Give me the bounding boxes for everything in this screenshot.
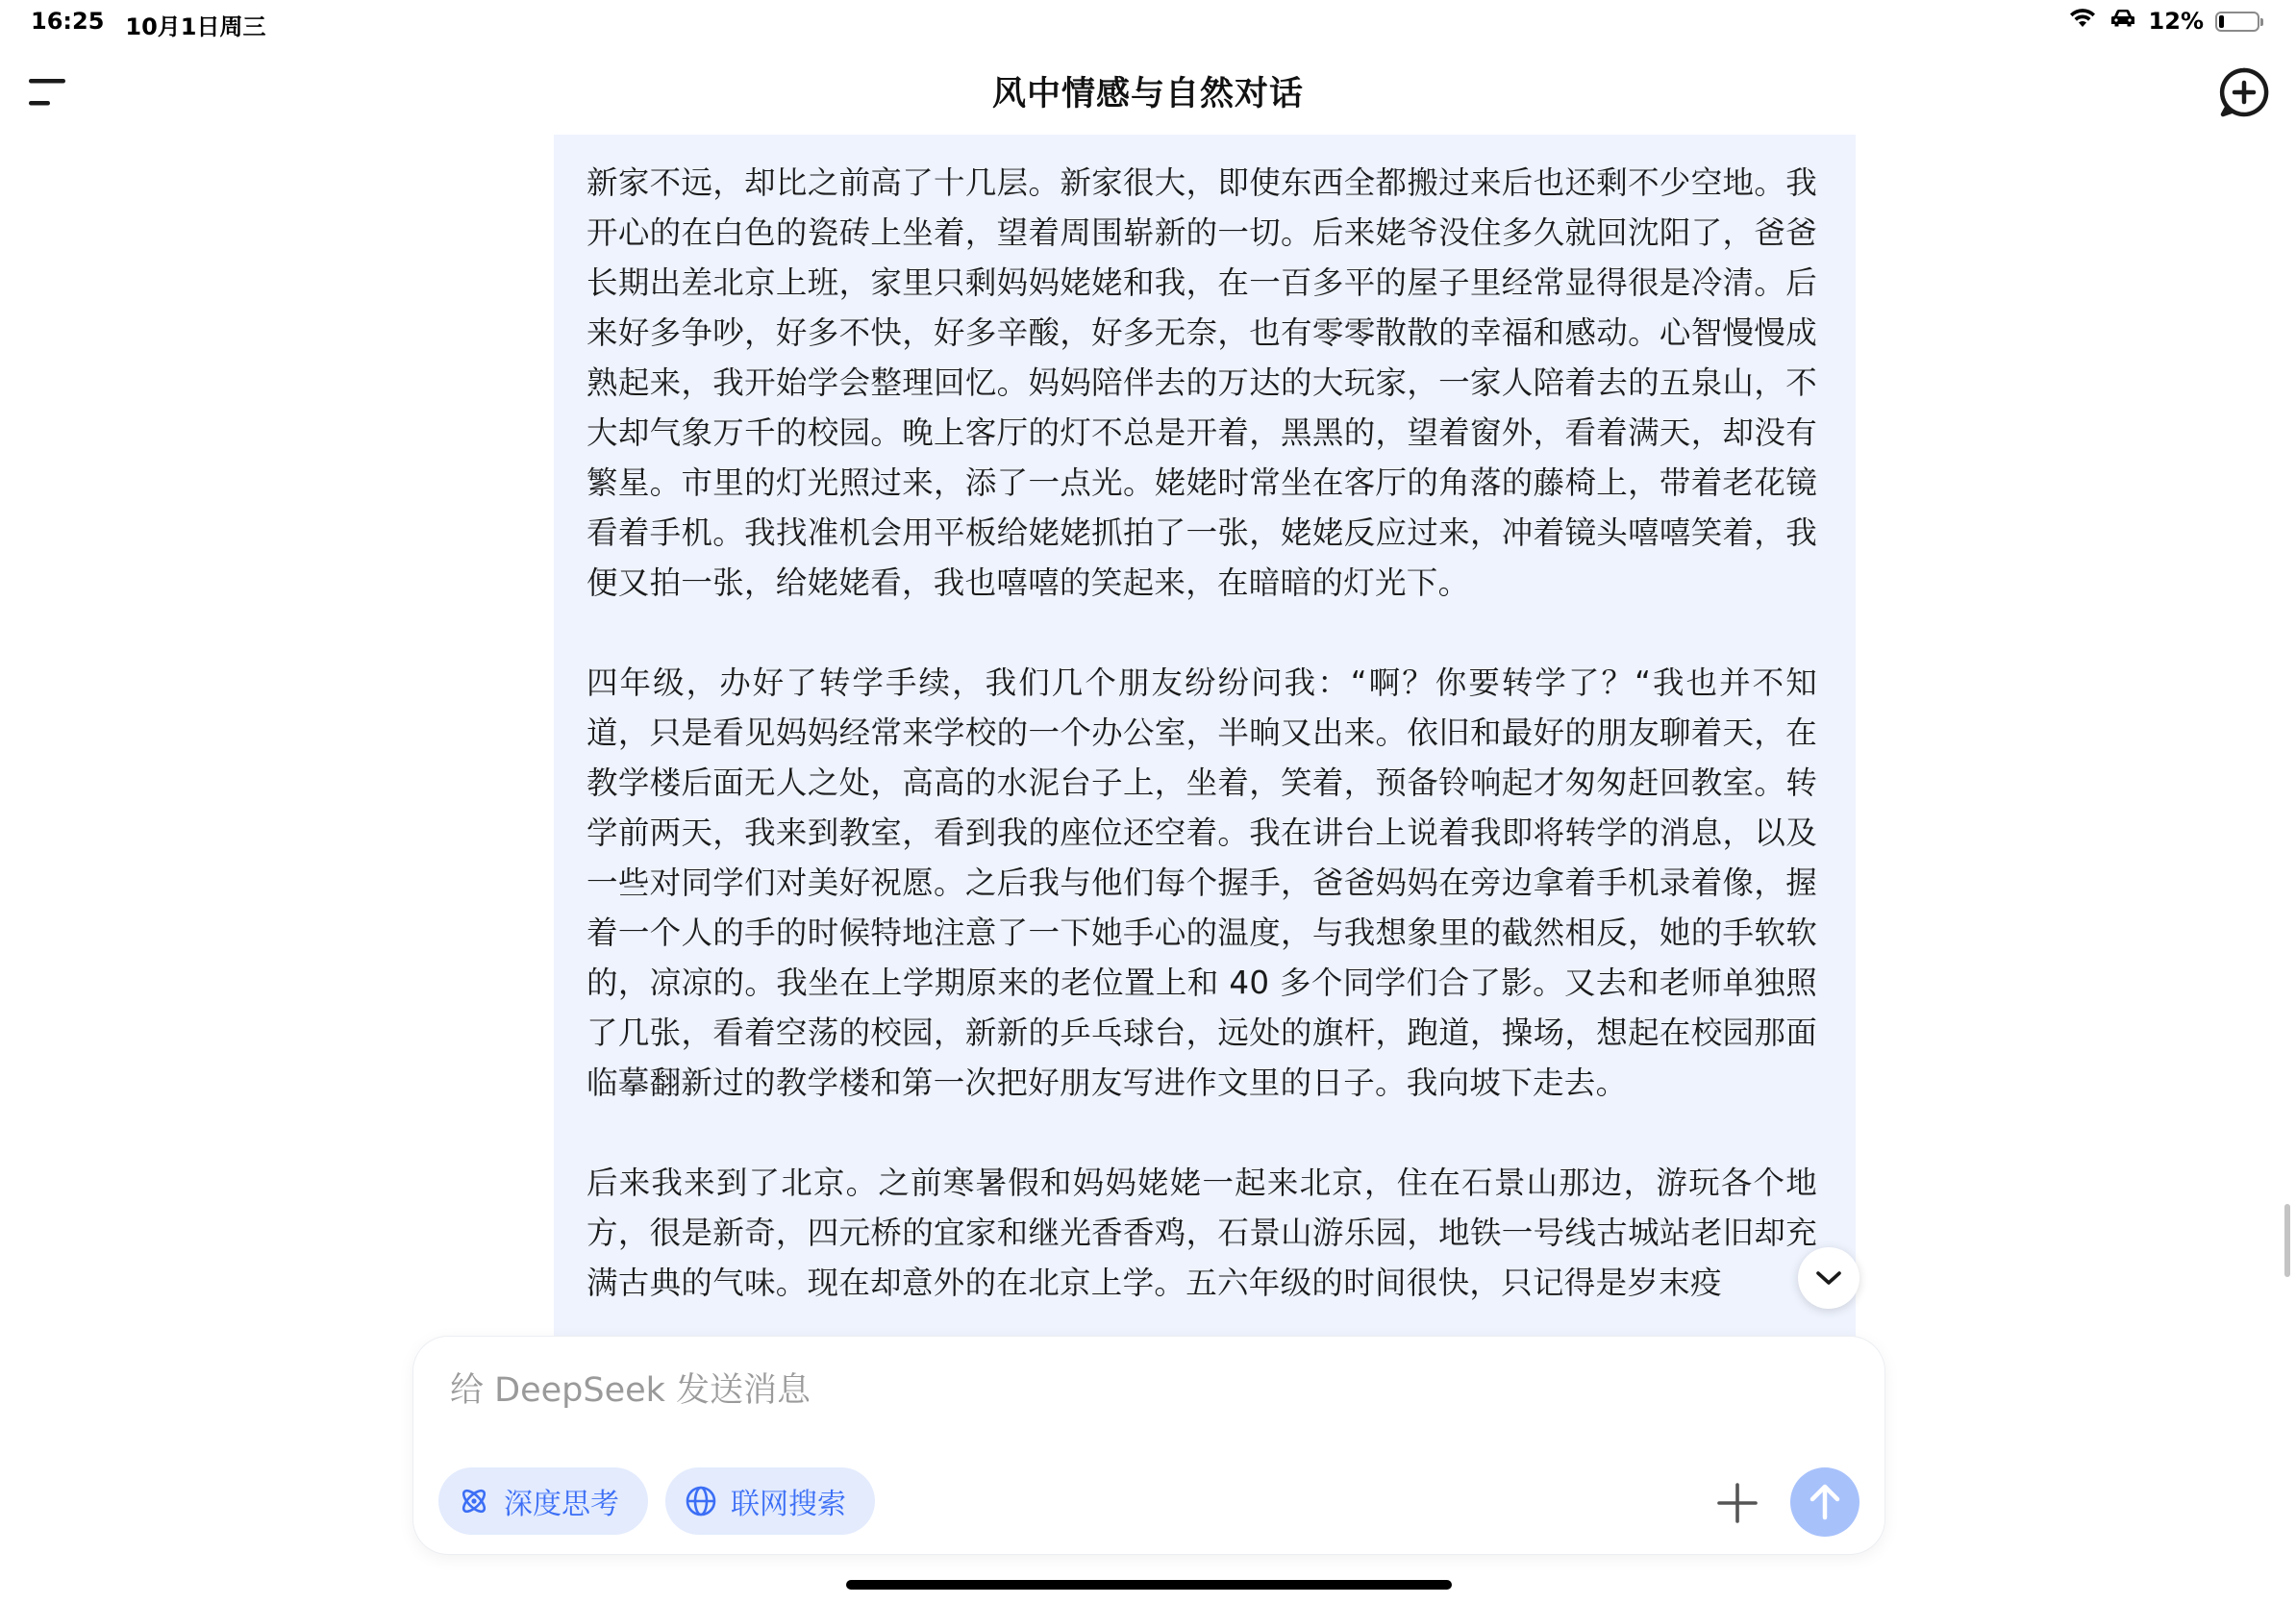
battery-percent: 12%	[2148, 8, 2204, 35]
atom-icon	[458, 1485, 490, 1517]
message-paragraph: 新家不远，却比之前高了十几层。新家很大，即使东西全都搬过来后也还剩不少空地。我开心的在白色的瓷砖上坐着，望着周围崭新的一切。后来姥爷没住多久就回沈阳了，爸爸长期出差北京上班，家里只剩妈妈姥姥和我，在一百多平的屋子里经常显得很是冷清。后来好多争吵，好多不快，好多辛酸，好多无奈，也有零零散散的幸福和感动。心智慢慢成熟起来，我开始学会整理回忆。妈妈陪伴去的万达的大玩家，一家人陪着去的五泉山，不大却气象万千的校园。晚上客厅的灯不总是开着，黑黑的，望着窗外，看着满天，却没有繁星。市里的灯光照过来，添了一点光。姥姥时常坐在客厅的角落的藤椅上，带着老花镜看着手机。我找准机会用平板给姥姥抓拍了一张，姥姥反应过来，冲着镜头嘻嘻笑着，我便又拍一张，给姥姥看，我也嘻嘻的笑起来，在暗暗的灯光下。	[586, 164, 1817, 601]
web-search-label: 联网搜索	[731, 1488, 846, 1521]
message-input[interactable]	[448, 1366, 1798, 1416]
attach-button[interactable]	[1713, 1479, 1761, 1527]
message-composer	[413, 1337, 1884, 1554]
battery-level	[2219, 15, 2224, 28]
battery-icon	[2215, 12, 2259, 32]
plus-icon	[1713, 1479, 1761, 1527]
message-paragraph: 四年级，办好了转学手续，我们几个朋友纷纷问我：“啊？你要转学了？“我也并不知道，只是看见妈妈经常来学校的一个办公室，半晌又出来。依旧和最好的朋友聊着天，在教学楼后面无人之处，高高的水泥台子上，坐着，笑着，预备铃响起才匆匆赶回教室。转学前两天，我来到教室，看到我的座位还空着。我在讲台上说着我即将转学的消息，以及一些对同学们对美好祝愿。之后我与他们每个握手，爸爸妈妈在旁边拿着手机录着像，握着一个人的手的时候特地注意了一下她手心的温度，与我想象里的截然相反，她的手软软的，凉凉的。我坐在上学期原来的老位置上和 40 多个同学们合了影。又去和老师单独照了几张，看着空荡的校园，新新的乒乓球台，远处的旗杆，跑道，操场，想起在校园那面临摹翻新过的教学楼和第一次把好朋友写进作文里的日子。我向坡下走去。	[586, 664, 1817, 1101]
send-button[interactable]	[1790, 1467, 1859, 1537]
car-icon	[2109, 8, 2137, 35]
conversation-scroll-area[interactable]	[0, 135, 2296, 1337]
message-paragraph: 后来我来到了北京。之前寒暑假和妈妈姥姥一起来北京，住在石景山那边，游玩各个地方，很是新奇，四元桥的宜家和继光香香鸡，石景山游乐园，地铁一号线古城站老旧却充满古典的气味。现在却意外的在北京上学。五六年级的时间很快，只记得是岁末疫	[586, 1165, 1817, 1301]
status-bar	[0, 0, 2296, 46]
deep-think-label: 深度思考	[504, 1488, 619, 1521]
web-search-toggle[interactable]	[665, 1467, 875, 1535]
status-time: 16:25	[31, 8, 105, 35]
arrow-up-icon	[1808, 1483, 1842, 1521]
user-message-bubble	[554, 135, 1856, 1337]
status-left	[31, 8, 266, 41]
chevron-down-icon	[1815, 1269, 1842, 1287]
status-right	[2068, 8, 2259, 35]
page-title: 风中情感与自然对话	[991, 75, 1304, 113]
chat-header	[0, 54, 2296, 131]
home-indicator[interactable]	[846, 1580, 1452, 1590]
scroll-to-bottom-button[interactable]	[1798, 1247, 1859, 1309]
deep-think-toggle[interactable]	[438, 1467, 648, 1535]
scrollbar-thumb[interactable]	[2284, 1204, 2290, 1277]
wifi-icon	[2068, 8, 2097, 35]
new-chat-icon	[2217, 65, 2271, 119]
new-chat-button[interactable]	[2217, 65, 2271, 119]
globe-icon	[685, 1485, 717, 1517]
status-date: 10月1日周三	[125, 13, 266, 40]
